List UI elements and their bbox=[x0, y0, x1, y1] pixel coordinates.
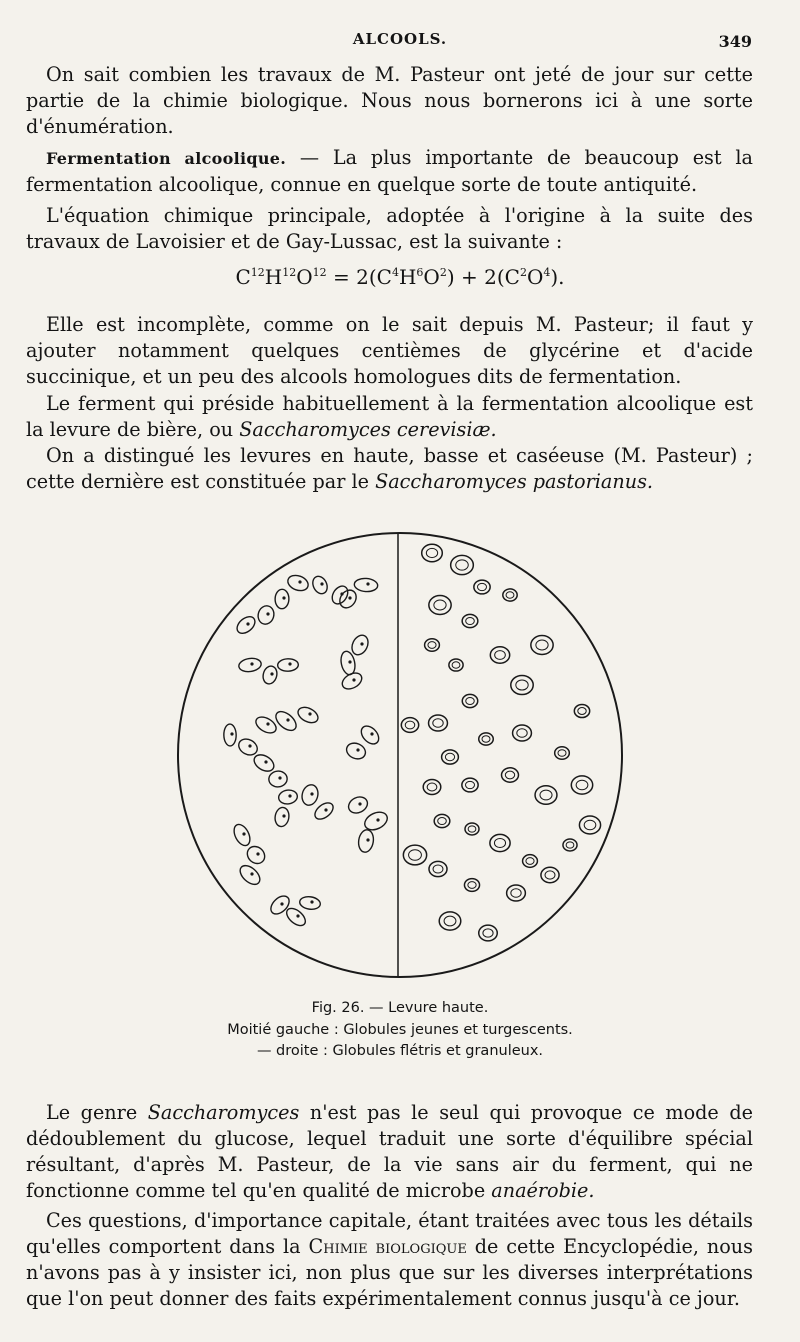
cell-vacuole bbox=[282, 596, 285, 599]
cell-vacuole bbox=[264, 760, 267, 763]
withered-yeast-cell bbox=[513, 725, 532, 741]
withered-yeast-cell bbox=[574, 704, 589, 717]
young-yeast-cell bbox=[244, 843, 268, 867]
cell-vacuole bbox=[310, 900, 313, 903]
cell-vacuole bbox=[296, 914, 299, 917]
young-turgescent-cells bbox=[224, 573, 390, 929]
withered-yeast-cell bbox=[474, 580, 490, 594]
eq-h: H bbox=[264, 265, 283, 289]
section-paragraph-3 bbox=[26, 312, 753, 390]
eq-r4o: O bbox=[526, 265, 544, 289]
young-yeast-cell bbox=[354, 578, 378, 593]
closing-paragraph-1 bbox=[26, 1100, 753, 1204]
withered-yeast-cell bbox=[429, 861, 447, 876]
cell-granule bbox=[558, 750, 566, 757]
cell-vacuole bbox=[324, 808, 327, 811]
withered-yeast-cell bbox=[563, 839, 577, 851]
running-title: ALCOOLS. bbox=[352, 30, 448, 48]
cell-granule bbox=[505, 771, 514, 779]
cell-vacuole bbox=[256, 852, 259, 855]
young-yeast-cell bbox=[344, 740, 368, 761]
section-heading: Fermentation alcoolique. bbox=[46, 149, 287, 168]
eq-h-exp: 12 bbox=[282, 266, 297, 279]
cell-vacuole bbox=[246, 622, 249, 625]
young-yeast-cell bbox=[234, 613, 258, 636]
cell-granule bbox=[540, 790, 552, 800]
chimie-biologique-reference: Chimie biologique bbox=[308, 1235, 467, 1258]
withered-yeast-cell bbox=[531, 636, 553, 655]
closing-p7-start: Ces questions, d'importance capitale, étant traitées avec tous les détails qu'elles comportent dans la bbox=[26, 1209, 753, 1258]
withered-yeast-cell bbox=[479, 733, 494, 745]
cell-granule bbox=[426, 548, 437, 557]
young-yeast-cell bbox=[278, 789, 298, 805]
cell-granule bbox=[576, 780, 588, 790]
cell-granule bbox=[438, 817, 447, 824]
young-yeast-cell bbox=[349, 633, 371, 658]
cell-granule bbox=[452, 662, 460, 668]
eq-r5: 4 bbox=[543, 266, 551, 279]
withered-yeast-cell bbox=[449, 659, 463, 671]
cell-vacuole bbox=[282, 814, 285, 817]
closing-p6-start: Le genre bbox=[46, 1101, 148, 1124]
withered-yeast-cell bbox=[541, 867, 559, 882]
young-yeast-cell bbox=[237, 862, 264, 888]
section-paragraph-2 bbox=[26, 203, 753, 255]
young-yeast-cell bbox=[224, 724, 237, 746]
section-paragraph-1 bbox=[26, 145, 753, 198]
cell-granule bbox=[516, 680, 528, 690]
chemical-equation bbox=[0, 265, 800, 289]
cell-granule bbox=[494, 838, 505, 847]
withered-yeast-cell bbox=[434, 814, 450, 827]
figure-caption-line-2: — droite : Globules flétris et granuleux. bbox=[256, 1043, 544, 1059]
young-yeast-cell bbox=[251, 752, 276, 775]
cell-vacuole bbox=[352, 678, 355, 681]
cell-granule bbox=[511, 889, 521, 897]
withered-yeast-cell bbox=[403, 845, 426, 865]
cell-vacuole bbox=[310, 792, 313, 795]
eq-r2o: O bbox=[423, 265, 440, 289]
genus-name: Saccharomyces bbox=[147, 1101, 300, 1124]
withered-yeast-cell bbox=[429, 715, 448, 731]
withered-yeast-cell bbox=[502, 768, 519, 782]
section-p5-text: On a distingué les levures en haute, basse et caséeuse (M. Pasteur) ; cette dernière est constituée par le bbox=[26, 444, 753, 493]
cell-vacuole bbox=[250, 872, 253, 875]
cell-granule bbox=[584, 820, 596, 830]
withered-yeast-cell bbox=[490, 647, 509, 663]
cell-vacuole bbox=[370, 732, 373, 735]
cell-vacuole bbox=[266, 722, 269, 725]
cell-vacuole bbox=[358, 802, 361, 805]
withered-yeast-cell bbox=[422, 544, 443, 562]
young-yeast-cell bbox=[312, 800, 336, 823]
eq-r2: 6 bbox=[416, 266, 424, 279]
young-yeast-cell bbox=[346, 794, 370, 816]
young-yeast-cell bbox=[299, 895, 321, 910]
section-p1-text: — La plus importante de beaucoup est la fermentation alcoolique, connue en quelque sorte de toute antiquité. bbox=[26, 146, 753, 196]
cell-vacuole bbox=[270, 672, 273, 675]
young-yeast-cell bbox=[274, 806, 291, 827]
withered-yeast-cell bbox=[507, 885, 526, 901]
eq-mid: ) + 2(C bbox=[446, 265, 520, 289]
cell-vacuole bbox=[278, 776, 281, 779]
withered-yeast-cell bbox=[555, 747, 570, 759]
eq-rhs-start: = 2(C bbox=[326, 265, 392, 289]
cell-granule bbox=[466, 781, 475, 788]
young-yeast-cell bbox=[339, 670, 364, 692]
section-paragraph-4 bbox=[26, 391, 753, 443]
withered-yeast-cell bbox=[571, 776, 592, 794]
section-p2-text: L'équation chimique principale, adoptée à l'origine à la suite des travaux de Lavoisier et de Gay-Lussac, est la suivante : bbox=[26, 204, 753, 253]
microscope-field-drawing bbox=[170, 525, 630, 985]
closing-p6-body: n'est pas le seul qui provoque ce mode de dédoublement du glucose, lequel traduit une sorte d'équilibre spécial résultant, d'après M. Pasteur, de la vie sans air du ferment, qui ne fonctionne comme tel qu'en qualité de microbe bbox=[26, 1101, 753, 1202]
withered-yeast-cell bbox=[479, 925, 498, 941]
cell-granule bbox=[427, 783, 437, 791]
cell-granule bbox=[405, 721, 415, 729]
cell-granule bbox=[468, 826, 476, 832]
young-yeast-cell bbox=[358, 723, 382, 748]
young-yeast-cell bbox=[275, 589, 289, 609]
young-yeast-cell bbox=[272, 708, 299, 734]
cell-vacuole bbox=[230, 732, 233, 735]
cell-vacuole bbox=[248, 744, 251, 747]
young-yeast-cell bbox=[277, 658, 298, 671]
withered-yeast-cell bbox=[579, 816, 600, 834]
cell-granule bbox=[409, 850, 422, 860]
cell-granule bbox=[545, 871, 555, 879]
cell-vacuole bbox=[298, 580, 301, 583]
cell-granule bbox=[434, 600, 446, 610]
young-yeast-cell bbox=[300, 783, 320, 807]
cell-granule bbox=[433, 865, 443, 873]
cell-granule bbox=[466, 617, 475, 624]
withered-yeast-cell bbox=[462, 614, 478, 627]
cell-granule bbox=[578, 708, 586, 715]
cell-vacuole bbox=[242, 832, 245, 835]
cell-vacuole bbox=[348, 596, 351, 599]
withered-yeast-cell bbox=[490, 834, 510, 851]
young-yeast-cell bbox=[268, 770, 288, 788]
young-yeast-cell bbox=[284, 905, 309, 929]
cell-granule bbox=[526, 858, 534, 865]
withered-yeast-cell bbox=[429, 596, 451, 615]
withered-granular-cells bbox=[401, 544, 600, 941]
closing-paragraph-2 bbox=[26, 1208, 753, 1312]
section-p3-text: Elle est incomplète, comme on le sait depuis M. Pasteur; il faut y ajouter notamment quelques centièmes de glycérine et d'acide succinique, et un peu des alcools homologues dits de fermentation. bbox=[26, 313, 753, 388]
cell-granule bbox=[566, 842, 574, 848]
cell-vacuole bbox=[288, 794, 291, 797]
young-yeast-cell bbox=[310, 574, 330, 596]
withered-yeast-cell bbox=[523, 855, 538, 868]
withered-yeast-cell bbox=[423, 780, 441, 795]
withered-yeast-cell bbox=[535, 786, 557, 805]
cell-granule bbox=[428, 642, 436, 649]
cell-vacuole bbox=[320, 582, 323, 585]
eq-r3: 2 bbox=[439, 266, 447, 279]
young-yeast-cell bbox=[253, 714, 279, 736]
cell-vacuole bbox=[250, 662, 253, 665]
young-yeast-cell bbox=[256, 604, 276, 626]
cell-granule bbox=[468, 882, 476, 889]
withered-yeast-cell bbox=[401, 718, 418, 733]
cell-granule bbox=[466, 698, 475, 705]
young-yeast-cell bbox=[261, 665, 279, 686]
cell-vacuole bbox=[376, 818, 379, 821]
withered-yeast-cell bbox=[442, 750, 459, 764]
cell-vacuole bbox=[348, 660, 351, 663]
cell-vacuole bbox=[286, 718, 289, 721]
anaerobie-term: anaérobie. bbox=[491, 1179, 595, 1202]
young-yeast-cell bbox=[236, 736, 260, 758]
cell-granule bbox=[433, 719, 443, 728]
page-number: 349 bbox=[718, 32, 752, 51]
cell-vacuole bbox=[308, 712, 311, 715]
young-yeast-cell bbox=[295, 704, 320, 726]
species-name-pastorianus: Saccharomyces pastorianus. bbox=[375, 470, 654, 493]
young-yeast-cell bbox=[336, 587, 359, 611]
young-yeast-cell bbox=[267, 893, 292, 918]
withered-yeast-cell bbox=[465, 823, 479, 835]
withered-yeast-cell bbox=[462, 694, 477, 707]
figure-caption-title: Fig. 26. — Levure haute. bbox=[311, 1000, 489, 1016]
cell-granule bbox=[444, 916, 456, 926]
cell-vacuole bbox=[366, 838, 369, 841]
cell-granule bbox=[536, 640, 548, 650]
young-yeast-cell bbox=[286, 573, 311, 594]
section-p4-text: Le ferment qui préside habituellement à la fermentation alcoolique est la levure de bière, ou bbox=[26, 392, 753, 441]
cell-granule bbox=[456, 560, 468, 570]
cell-granule bbox=[495, 651, 506, 660]
young-yeast-cell bbox=[357, 829, 375, 853]
eq-r1h: H bbox=[398, 265, 417, 289]
cell-vacuole bbox=[356, 748, 359, 751]
species-name-cerevisiae: Saccharomyces cerevisiæ. bbox=[239, 418, 497, 441]
young-yeast-cell bbox=[238, 657, 262, 673]
figure-caption-line-1: Moitié gauche : Globules jeunes et turgescents. bbox=[227, 1022, 573, 1038]
intro-paragraph bbox=[26, 62, 753, 140]
eq-r4: 2 bbox=[519, 266, 527, 279]
withered-yeast-cell bbox=[503, 589, 517, 601]
withered-yeast-cell bbox=[439, 912, 461, 930]
cell-granule bbox=[478, 583, 487, 590]
withered-yeast-cell bbox=[464, 879, 479, 892]
cell-granule bbox=[482, 736, 490, 743]
cell-vacuole bbox=[266, 612, 269, 615]
cell-granule bbox=[483, 929, 493, 937]
eq-end: ). bbox=[550, 265, 565, 289]
eq-o-exp: 12 bbox=[312, 266, 327, 279]
cell-vacuole bbox=[366, 582, 369, 585]
young-yeast-cell bbox=[231, 822, 253, 848]
eq-c-exp: 12 bbox=[250, 266, 265, 279]
withered-yeast-cell bbox=[451, 555, 474, 574]
eq-c: C bbox=[235, 265, 251, 289]
cell-granule bbox=[517, 729, 527, 737]
section-paragraph-5 bbox=[26, 443, 753, 495]
withered-yeast-cell bbox=[425, 639, 440, 652]
cell-granule bbox=[506, 592, 514, 598]
eq-r1: 4 bbox=[391, 266, 399, 279]
cell-granule bbox=[445, 753, 454, 761]
withered-yeast-cell bbox=[511, 675, 533, 694]
figure-yeast-illustration bbox=[170, 525, 630, 985]
withered-yeast-cell bbox=[462, 778, 478, 792]
intro-text: On sait combien les travaux de M. Pasteur ont jeté de jour sur cette partie de la chimie biologique. Nous nous bornerons ici à une sorte d'énumération. bbox=[26, 63, 753, 138]
cell-vacuole bbox=[280, 902, 283, 905]
eq-o: O bbox=[296, 265, 313, 289]
cell-vacuole bbox=[360, 642, 363, 645]
cell-vacuole bbox=[288, 662, 291, 665]
closing-p7-body: de cette Encyclopédie, nous n'avons pas à y insister ici, non plus que sur les diverses interprétations que l'on peut donner des faits expérimentalement connus jusqu'à ce jour. bbox=[26, 1235, 753, 1310]
